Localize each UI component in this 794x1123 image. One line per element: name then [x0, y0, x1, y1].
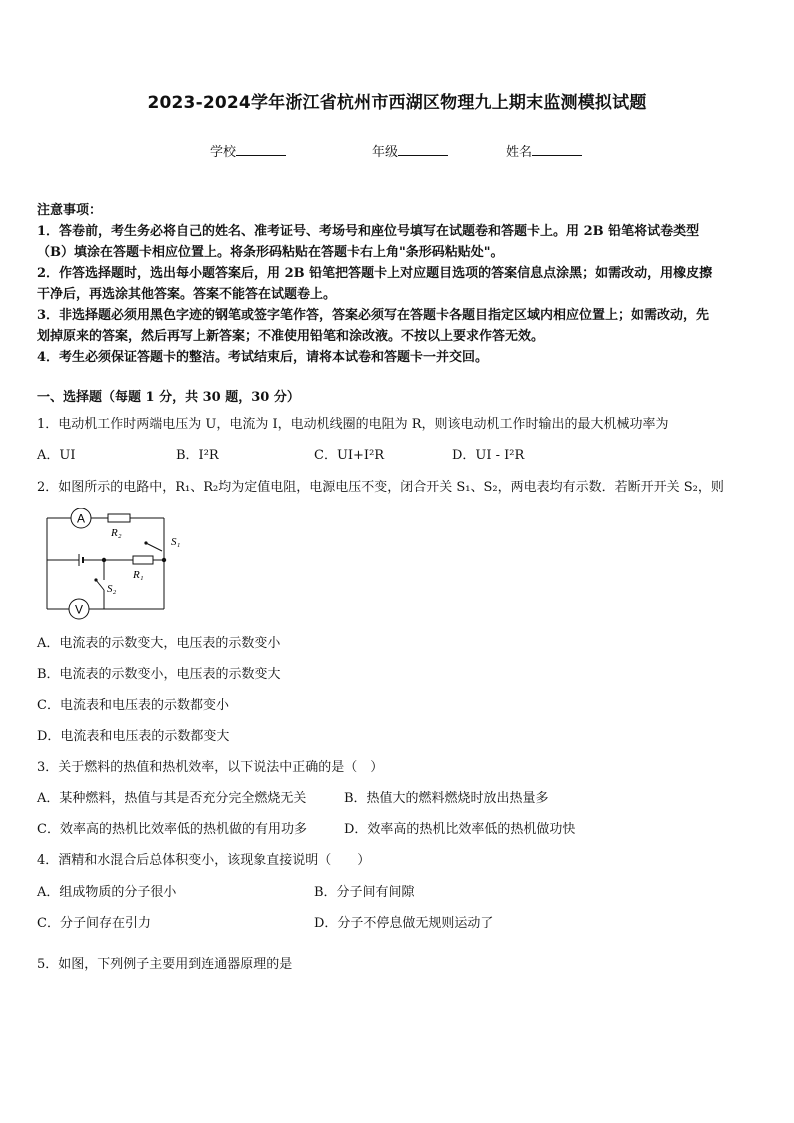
q4-option-d: D．分子不停息做无规则运动了 [314, 916, 494, 931]
q1-stem: 1．电动机工作时两端电压为 U，电流为 I，电动机线圈的电阻为 R，则该电动机工作时输出的最大机械功率为 [37, 417, 669, 432]
q1-option-c: C．UI+I²R [314, 448, 385, 463]
q3-option-b: B．热值大的燃料燃烧时放出热量多 [344, 791, 549, 806]
q1-option-a: A．UI [37, 448, 76, 463]
switch-s2 [96, 580, 104, 590]
switch-s1 [146, 543, 162, 551]
grade-field [372, 141, 448, 160]
s2-label: S₂ [107, 583, 117, 595]
note-line: 1．答卷前，考生务必将自己的姓名、准考证号、考场号和座位号填写在试题卷和答题卡上。用 2B 铅笔将试卷类型 [37, 224, 700, 239]
section-heading: 一、选择题（每题 1 分，共 30 题，30 分） [37, 390, 300, 405]
note-line: 4．考生必须保证答题卡的整洁。考试结束后，请将本试卷和答题卡一并交回。 [37, 350, 489, 365]
note-line: 3．非选择题必须用黑色字迹的钢笔或签字笔作答，答案必须写在答题卡各题目指定区域内相应位置上；如需改动，先 [37, 308, 710, 323]
name-field [506, 141, 582, 160]
ammeter-label: A [76, 511, 86, 526]
q3-option-c: C．效率高的热机比效率低的热机做的有用功多 [37, 822, 307, 837]
q2-option-d: D．电流表和电压表的示数都变大 [37, 729, 230, 744]
note-line: 划掉原来的答案，然后再写上新答案；不准使用铅笔和涂改液。不按以上要求作答无效。 [37, 329, 545, 344]
q3-option-d: D．效率高的热机比效率低的热机做功快 [344, 822, 576, 837]
q1-option-b: B．I²R [176, 448, 219, 463]
q4-option-b: B．分子间有间隙 [314, 885, 415, 900]
r1-label: R₁ [133, 569, 144, 581]
grade-blank [398, 143, 448, 156]
q5-stem: 5．如图，下列例子主要用到连通器原理的是 [37, 957, 293, 972]
note-line: 2．作答选择题时，选出每小题答案后，用 2B 铅笔把答题卡上对应题目选项的答案信息点涂黑；如需改动，用橡皮擦 [37, 266, 713, 281]
q4-option-a: A．组成物质的分子很小 [37, 885, 177, 900]
q4-stem: 4．酒精和水混合后总体积变小，该现象直接说明（ ） [37, 853, 371, 868]
q2-option-b: B．电流表的示数变小，电压表的示数变大 [37, 667, 281, 682]
school-field [210, 141, 286, 160]
q2-stem: 2．如图所示的电路中，R₁、R₂均为定值电阻，电源电压不变，闭合开关 S₁、S₂，两电表均有示数．若断开开关 S₂，则 [37, 480, 724, 495]
notes-heading: 注意事项： [37, 203, 103, 218]
q1-option-d: D．UI - I²R [452, 448, 525, 463]
q2-option-a: A．电流表的示数变大，电压表的示数变小 [37, 636, 281, 651]
q2-option-c: C．电流表和电压表的示数都变小 [37, 698, 229, 713]
note-line: （B）填涂在答题卡相应位置上。将条形码粘贴在答题卡右上角"条形码粘贴处"。 [37, 245, 504, 260]
school-blank [236, 143, 286, 156]
s1-label: S₁ [171, 536, 181, 548]
q4-option-c: C．分子间存在引力 [37, 916, 151, 931]
resistor-r1 [133, 556, 153, 564]
school-label: 学校 [210, 145, 237, 160]
note-line: 干净后，再选涂其他答案。答案不能答在试题卷上。 [37, 287, 337, 302]
grade-label: 年级 [372, 145, 399, 160]
resistor-r2 [108, 514, 130, 522]
name-blank [532, 143, 582, 156]
exam-title: 2023-2024学年浙江省杭州市西湖区物理九上期末监测模拟试题 [147, 93, 647, 113]
circuit-diagram [40, 508, 190, 620]
q3-stem: 3．关于燃料的热值和热机效率，以下说法中正确的是（ ） [37, 760, 384, 775]
name-label: 姓名 [506, 145, 533, 160]
r2-label: R₂ [111, 527, 122, 539]
q3-option-a: A．某种燃料，热值与其是否充分完全燃烧无关 [37, 791, 307, 806]
voltmeter-label: V [74, 602, 84, 617]
